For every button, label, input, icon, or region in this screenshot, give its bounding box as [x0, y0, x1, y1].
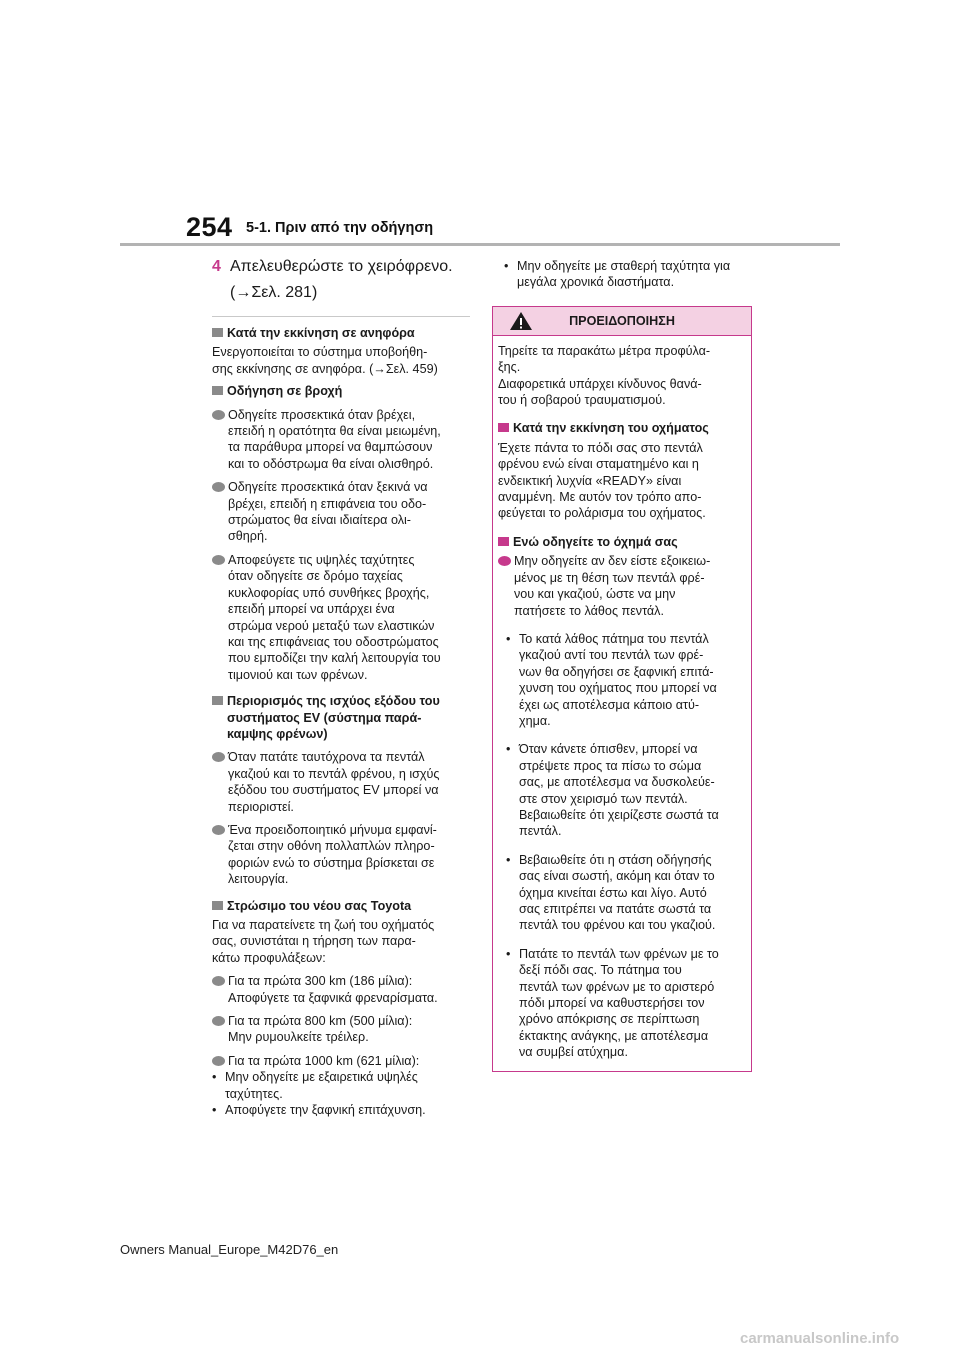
circle-bullet-icon — [212, 976, 225, 986]
circle-bullet-icon — [498, 556, 511, 566]
circle-bullet-icon — [212, 410, 225, 420]
right-column — [492, 258, 752, 1072]
heading-break-in: Στρώσιμο του νέου σας Toyota — [212, 898, 470, 914]
list-item: Οδηγείτε προσεκτικά όταν ξεκινά να βρέχει, επειδή η επιφάνεια του οδο- στρώματος θα είναι ιδιαίτερα ολι- σθηρή. — [212, 479, 470, 545]
circle-bullet-icon — [212, 825, 225, 835]
circle-bullet-icon — [212, 482, 225, 492]
list-item: Οδηγείτε προσεκτικά όταν βρέχει, επειδή η ορατότητα θα είναι μειωμένη, τα παράθυρα μπορεί να θαμπώσουν και το οδόστρωμα θα είναι ολισθηρό. — [212, 407, 470, 473]
dash-bullet: • — [504, 259, 509, 273]
circle-bullet-icon — [212, 1056, 225, 1066]
dash-bullet: • — [506, 631, 511, 646]
watermark: carmanualsonline.info — [740, 1330, 900, 1347]
section-title: 5-1. Πριν από την οδήγηση — [246, 220, 434, 236]
page-reference: (→Σελ. 281) — [230, 284, 318, 301]
square-marker-icon — [498, 423, 509, 432]
step-text: Απελευθερώστε το χειρόφρενο. — [230, 258, 453, 275]
square-marker-icon — [212, 901, 223, 910]
warning-body — [493, 336, 751, 1071]
warning-triangle-icon — [509, 311, 533, 331]
dash-bullet: • — [212, 1103, 217, 1118]
list-item: Για τα πρώτα 1000 km (621 μίλια): — [212, 1053, 470, 1069]
dash-bullet: • — [506, 852, 511, 867]
list-item: Όταν πατάτε ταυτόχρονα τα πεντάλ γκαζιού και το πεντάλ φρένου, η ισχύς εξόδου του συστήματος EV μπορεί να περιοριστεί. — [212, 749, 470, 815]
dash-item: • Πατάτε το πεντάλ των φρένων με το δεξί πόδι σας. Το πάτημα του πεντάλ των φρένων με το αριστερό πόδι μπορεί να καθυστερήσει τον χρόνο απόκρισης σε περίπτωση έκτακτης ανάγκης, με αποτέλεσμα να συμβεί ατύχημα. — [506, 946, 719, 1060]
page-number: 254 — [186, 212, 233, 242]
dash-item: • Βεβαιωθείτε ότι η στάση οδήγησής σας είναι σωστή, ακόμη και όταν το όχημα κινείται έστω και λίγο. Αυτό σας επιτρέπει να πατάτε σωστά τα πεντάλ του φρένου και του γκαζιού. — [506, 852, 716, 933]
paragraph-hill-start: Ενεργοποιείται το σύστημα υποβοήθη- σης εκκίνησης σε ανηφόρα. (→Σελ. 459) — [212, 345, 438, 376]
circle-bullet-icon — [212, 555, 225, 565]
square-marker-icon — [212, 328, 223, 337]
square-marker-icon — [212, 696, 223, 705]
dash-item: • Αποφύγετε την ξαφνική επιτάχυνση. — [212, 1103, 426, 1118]
dash-bullet: • — [506, 742, 511, 757]
heading-rain-driving: Οδήγηση σε βροχή — [212, 383, 470, 399]
page-header — [0, 0, 960, 250]
list-item: Μην οδηγείτε αν δεν είστε εξοικειω- μένος με τη θέση των πεντάλ φρέ- νου και γκαζιού, ώστε να μην πατήσετε το λάθος πεντάλ. — [498, 553, 744, 619]
list-item: Για τα πρώτα 300 km (186 μίλια): Αποφύγετε τα ξαφνικά φρεναρίσματα. — [212, 973, 470, 1006]
square-marker-icon — [498, 537, 509, 546]
warning-box — [492, 306, 752, 1072]
header-divider — [120, 243, 840, 246]
circle-bullet-icon — [212, 1016, 225, 1026]
heading-while-driving: Ενώ οδηγείτε το όχημά σας — [498, 534, 744, 550]
circle-bullet-icon — [212, 752, 225, 762]
heading-ev-output-limit: Περιορισμός της ισχύος εξόδου του συστήματος EV (σύστημα παρά- καμψης φρένων) — [212, 693, 470, 742]
dash-bullet: • — [506, 946, 511, 961]
paragraph-vehicle-start: Έχετε πάντα το πόδι σας στο πεντάλ φρένου ενώ είναι σταματημένο και η ενδεικτική λυχνία «READY» είναι αναμμένη. Με αυτόν τον τρόπο απο- φεύγεται το ρολάρισμα του οχήματος. — [498, 440, 706, 521]
step-4 — [212, 256, 470, 278]
paragraph-break-in: Για να παρατείνετε τη ζωή του οχήματός σας, συνιστάται η τήρηση των παρα- κάτω προφυλάξεων: — [212, 918, 435, 965]
dash-item: • Μην οδηγείτε με εξαιρετικά υψηλές ταχύτητες. — [212, 1070, 418, 1101]
divider — [212, 316, 470, 317]
list-item: Για τα πρώτα 800 km (500 μίλια): Μην ρυμουλκείτε τρέιλερ. — [212, 1013, 470, 1046]
warning-intro: Τηρείτε τα παρακάτω μέτρα προφύλα- ξης. Διαφορετικά υπάρχει κίνδυνος θανά- του ή σοβαρού τραυματισμού. — [498, 343, 711, 408]
heading-hill-start: Κατά την εκκίνηση σε ανηφόρα — [212, 325, 470, 341]
warning-header — [493, 307, 751, 336]
list-item: Ένα προειδοποιητικό μήνυμα εμφανί- ζεται στην οθόνη πολλαπλών πληρο- φοριών ενώ το σύστημα βρίσκεται σε λειτουργία. — [212, 822, 470, 888]
dash-item: • Όταν κάνετε όπισθεν, μπορεί να στρέψετε προς τα πίσω το σώμα σας, με αποτέλεσμα να δυσκολεύε- στε στον χειρισμό των πεντάλ. Βεβαιωθείτε ότι χειρίζεστε σωστά τα πεντάλ. — [506, 742, 719, 839]
heading-vehicle-start: Κατά την εκκίνηση του οχήματος — [498, 420, 744, 436]
page-footer: Owners Manual_Europe_M42D76_en — [120, 1242, 339, 1257]
dash-bullet: • — [212, 1070, 217, 1085]
dash-item: • Το κατά λάθος πάτημα του πεντάλ γκαζιού αντί του πεντάλ των φρέ- νων θα οδηγήσει σε ξαφνική επιτά- χυνση του οχήματος που μπορεί να έχει ως αποτέλεσμα κάποιο ατύ- χημα. — [506, 631, 717, 728]
dash-item: • Μην οδηγείτε με σταθερή ταχύτητα για μεγάλα χρονικά διαστήματα. — [504, 259, 731, 290]
step-number: 4 — [212, 258, 221, 275]
square-marker-icon — [212, 386, 223, 395]
left-column — [212, 256, 470, 1118]
list-item: Αποφεύγετε τις υψηλές ταχύτητες όταν οδηγείτε σε δρόμο ταχείας κυκλοφορίας υπό συνθήκες βροχής, επειδή μπορεί να υπάρχει ένα στρώμα νερού μεταξύ των ελαστικών και της επιφάνειας του οδοστρώματος που εμποδίζει την καλή λειτουργία του τιμονιού και των φρένων. — [212, 552, 470, 683]
warning-title: ΠΡΟΕΙΔΟΠΟΙΗΣΗ — [569, 313, 675, 328]
